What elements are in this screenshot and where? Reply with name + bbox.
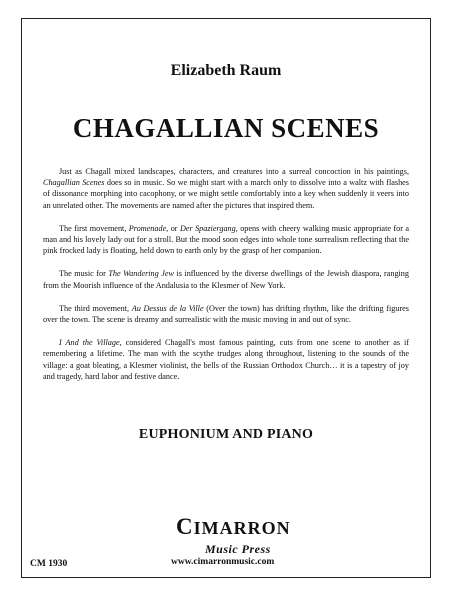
text: is influenced by the diverse dwellings of the Jewish diaspora, ranging from the Moorish influence of the Andalusia to the Klesmer of New York. — [43, 269, 409, 290]
text: Just as Chagall mixed landscapes, characters, and creatures into a surreal concoction in his paintings, — [59, 167, 409, 176]
paragraph — [43, 223, 409, 257]
text: The music for — [59, 269, 109, 279]
paragraph — [43, 166, 409, 211]
publisher-logo-script: Music Press — [205, 542, 271, 556]
paragraph — [43, 337, 409, 382]
italic-text: Promenade — [128, 223, 167, 233]
italic-text: Chagallian Scenes — [43, 178, 105, 188]
text: , or — [166, 223, 180, 233]
italic-text: I And the Village — [59, 338, 120, 348]
composer-name: Elizabeth Raum — [170, 62, 282, 79]
italic-text: Au Dessus de la Ville — [131, 303, 204, 313]
instrumentation: EUPHONIUM AND PIANO — [138, 427, 314, 442]
publisher-website: www.cimarronmusic.com — [171, 557, 275, 567]
text: does so in music. So we might start with a march only to dissolve into a waltz with flashes of dissonance morphing into cacophony, or we might settle comfortably into a key when suddenly it veers into an unrelated other. The movements are named after the pictures that inspired them. — [43, 178, 409, 210]
text: , considered Chagall's most famous painting, cuts from one scene to another as if remembering a lifetime. The man with the scythe trudges along throughout, listening to the sounds of the village: a goat bleating, a Klesmer violinist, the bells of the Russian Orthodox Church… it is a tapestry of joy and tragedy, hard labor and festive dance. — [43, 338, 409, 381]
text: (Over the town) has drifting rhythm, like the drifting figures over the town. The scene is dreamy and surrealistic with the music moving in and out of sync. — [43, 303, 409, 325]
work-title: CHAGALLIAN SCENES — [72, 113, 380, 143]
text: The first movement, — [59, 223, 129, 233]
italic-text: Der Spaziergang — [179, 223, 236, 233]
italic-text: The Wandering Jew — [108, 269, 174, 279]
paragraph — [43, 303, 409, 325]
text: The third movement, — [59, 303, 132, 313]
publisher-logo — [176, 514, 291, 540]
paragraph — [43, 268, 409, 290]
catalog-number: CM 1930 — [30, 559, 68, 569]
program-notes — [43, 166, 409, 394]
logo-first-letter: C — [176, 514, 194, 539]
text: , opens with cheery walking music appropriate for a man and his lovely lady out for a stroll. But the mood soon edges into whole tone surrealism reflecting that the pink frocked lady is floating, held down to earth only by the grasp of her companion. — [43, 223, 409, 256]
logo-rest: IMARRON — [193, 518, 291, 538]
